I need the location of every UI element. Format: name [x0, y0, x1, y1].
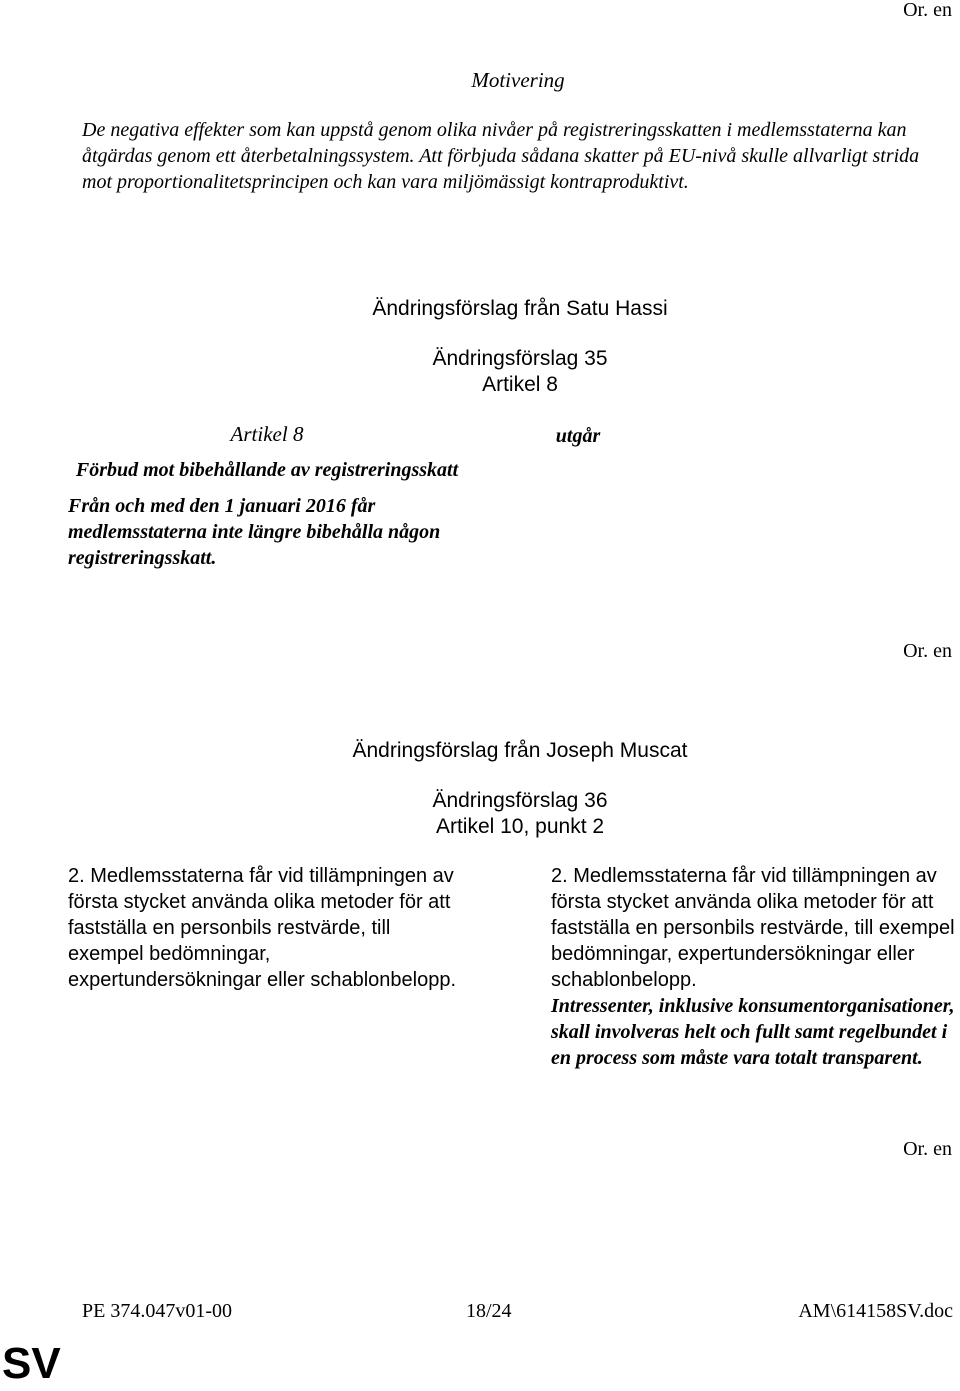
footer-language-code: SV — [2, 1339, 61, 1388]
original-article-title: Förbud mot bibehållande av registreringsskatt — [75, 459, 459, 481]
deleted-marker: utgår — [555, 425, 601, 447]
amended-text-added: Intressenter, inklusive konsumentorganisationer, skall involveras helt och fullt samt regelbundet i en process som måste vara totalt transparent. — [551, 995, 955, 1069]
footer-document-id: AM\614158SV.doc — [798, 1300, 953, 1322]
amendment-number: Ändringsförslag 35 — [432, 347, 608, 370]
amended-text — [551, 863, 960, 1071]
amendment-article: Artikel 8 — [482, 373, 558, 396]
original-article-heading: Artikel 8 — [230, 422, 304, 446]
amendment-original-text — [68, 421, 466, 571]
amendment-original-text: 2. Medlemsstaterna får vid tillämpningen av första stycket använda olika metoder för att fastställa en personbils restvärde, till exempel bedömningar, expertundersökningar eller schablonbelopp. — [68, 865, 457, 991]
amendment-author: Ändringsförslag från Satu Hassi — [372, 297, 668, 320]
footer-reference: PE 374.047v01-00 — [82, 1300, 232, 1322]
origin-label: Or. en — [903, 1138, 952, 1160]
amendment-article: Artikel 10, punkt 2 — [435, 815, 605, 838]
amended-text-unchanged: 2. Medlemsstaterna får vid tillämpningen av första stycket använda olika metoder för att fastställa en personbils restvärde, till exempel bedömningar, expertundersökningar eller schablonbelopp. — [551, 865, 955, 991]
motivering-text: De negativa effekter som kan uppstå genom olika nivåer på registreringsskatten i medlemsstaterna kan åtgärdas genom ett återbetalningssystem. Att förbjuda sådana skatter på EU-nivå skulle allvarligt strida mot proportionalitetsprincipen och kan vara miljömässigt kontraproduktivt. — [82, 119, 920, 193]
motivering-heading: Motivering — [471, 68, 565, 92]
amendment-author: Ändringsförslag från Joseph Muscat — [352, 739, 688, 762]
amended-text — [551, 423, 605, 449]
amendment-number: Ändringsförslag 36 — [432, 789, 608, 812]
origin-label: Or. en — [903, 640, 952, 662]
footer-page-number: 18/24 — [466, 1300, 512, 1322]
original-article-body: Från och med den 1 januari 2016 får medlemsstaterna inte längre bibehålla någon registreringsskatt. — [68, 495, 441, 569]
origin-label: Or. en — [903, 0, 952, 21]
